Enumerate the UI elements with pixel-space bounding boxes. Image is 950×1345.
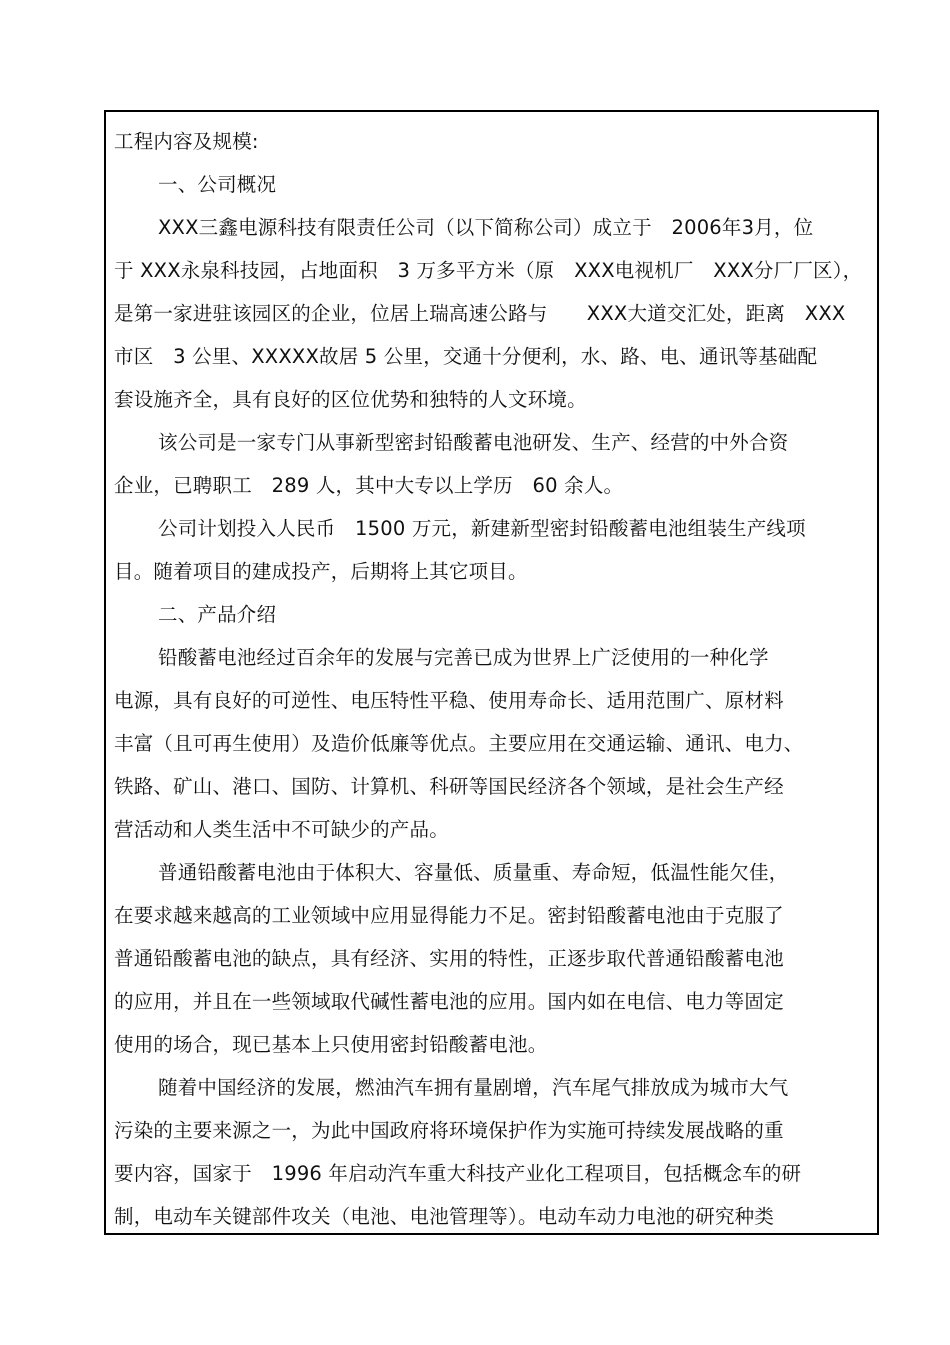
paragraph-line: 铅酸蓄电池经过百余年的发展与完善已成为世界上广泛使用的一种化学 xyxy=(158,646,769,669)
paragraph-line: 目。随着项目的建成投产，后期将上其它项目。 xyxy=(114,560,528,583)
subsection-title: 二、产品介绍 xyxy=(158,603,277,626)
paragraph-line: XXX三鑫电源科技有限责任公司（以下简称公司）成立于 2006年3月，位 xyxy=(158,216,814,239)
paragraph-line: 公司计划投入人民币 1500 万元，新建新型密封铅酸蓄电池组装生产线项 xyxy=(158,517,806,540)
paragraph-line: 是第一家进驻该园区的企业，位居上瑞高速公路与 XXX大道交汇处，距离 XXX xyxy=(114,302,846,325)
paragraph-line: 营活动和人类生活中不可缺少的产品。 xyxy=(114,818,449,841)
paragraph-line: 企业，已聘职工 289 人，其中大专以上学历 60 余人。 xyxy=(114,474,624,497)
paragraph-line: 该公司是一家专门从事新型密封铅酸蓄电池研发、生产、经营的中外合资 xyxy=(158,431,789,454)
paragraph-line: 制，电动车关键部件攻关（电池、电池管理等）。电动车动力电池的研究种类 xyxy=(114,1205,775,1228)
paragraph-line: 电源，具有良好的可逆性、电压特性平稳、使用寿命长、适用范围广、原材料 xyxy=(114,689,784,712)
paragraph-line: 普通铅酸蓄电池由于体积大、容量低、质量重、寿命短，低温性能欠佳， xyxy=(158,861,789,884)
section-heading: 工程内容及规模: xyxy=(114,130,259,153)
paragraph-line: 在要求越来越高的工业领域中应用显得能力不足。密封铅酸蓄电池由于克服了 xyxy=(114,904,784,927)
paragraph-line: 的应用，并且在一些领域取代碱性蓄电池的应用。国内如在电信、电力等固定 xyxy=(114,990,784,1013)
subsection-title: 一、公司概况 xyxy=(158,173,277,196)
paragraph-line: 污染的主要来源之一，为此中国政府将环境保护作为实施可持续发展战略的重 xyxy=(114,1119,784,1142)
document-table-cell xyxy=(104,110,879,1235)
paragraph-line: 使用的场合，现已基本上只使用密封铅酸蓄电池。 xyxy=(114,1033,548,1056)
paragraph-line: 套设施齐全，具有良好的区位优势和独特的人文环境。 xyxy=(114,388,587,411)
paragraph-line: 丰富（且可再生使用）及造价低廉等优点。主要应用在交通运输、通讯、电力、 xyxy=(114,732,804,755)
paragraph-line: 铁路、矿山、港口、国防、计算机、科研等国民经济各个领域，是社会生产经 xyxy=(114,775,784,798)
paragraph-line: 普通铅酸蓄电池的缺点，具有经济、实用的特性，正逐步取代普通铅酸蓄电池 xyxy=(114,947,784,970)
paragraph-line: 市区 3 公里、XXXXX故居 5 公里，交通十分便利，水、路、电、通讯等基础配 xyxy=(114,345,818,368)
paragraph-line: 于 XXX永泉科技园，占地面积 3 万多平方米（原 XXX电视机厂 XXX分厂厂区）， xyxy=(114,259,863,282)
paragraph-line: 要内容，国家于 1996 年启动汽车重大科技产业化工程项目，包括概念车的研 xyxy=(114,1162,802,1185)
paragraph-line: 随着中国经济的发展，燃油汽车拥有量剧增，汽车尾气排放成为城市大气 xyxy=(158,1076,789,1099)
